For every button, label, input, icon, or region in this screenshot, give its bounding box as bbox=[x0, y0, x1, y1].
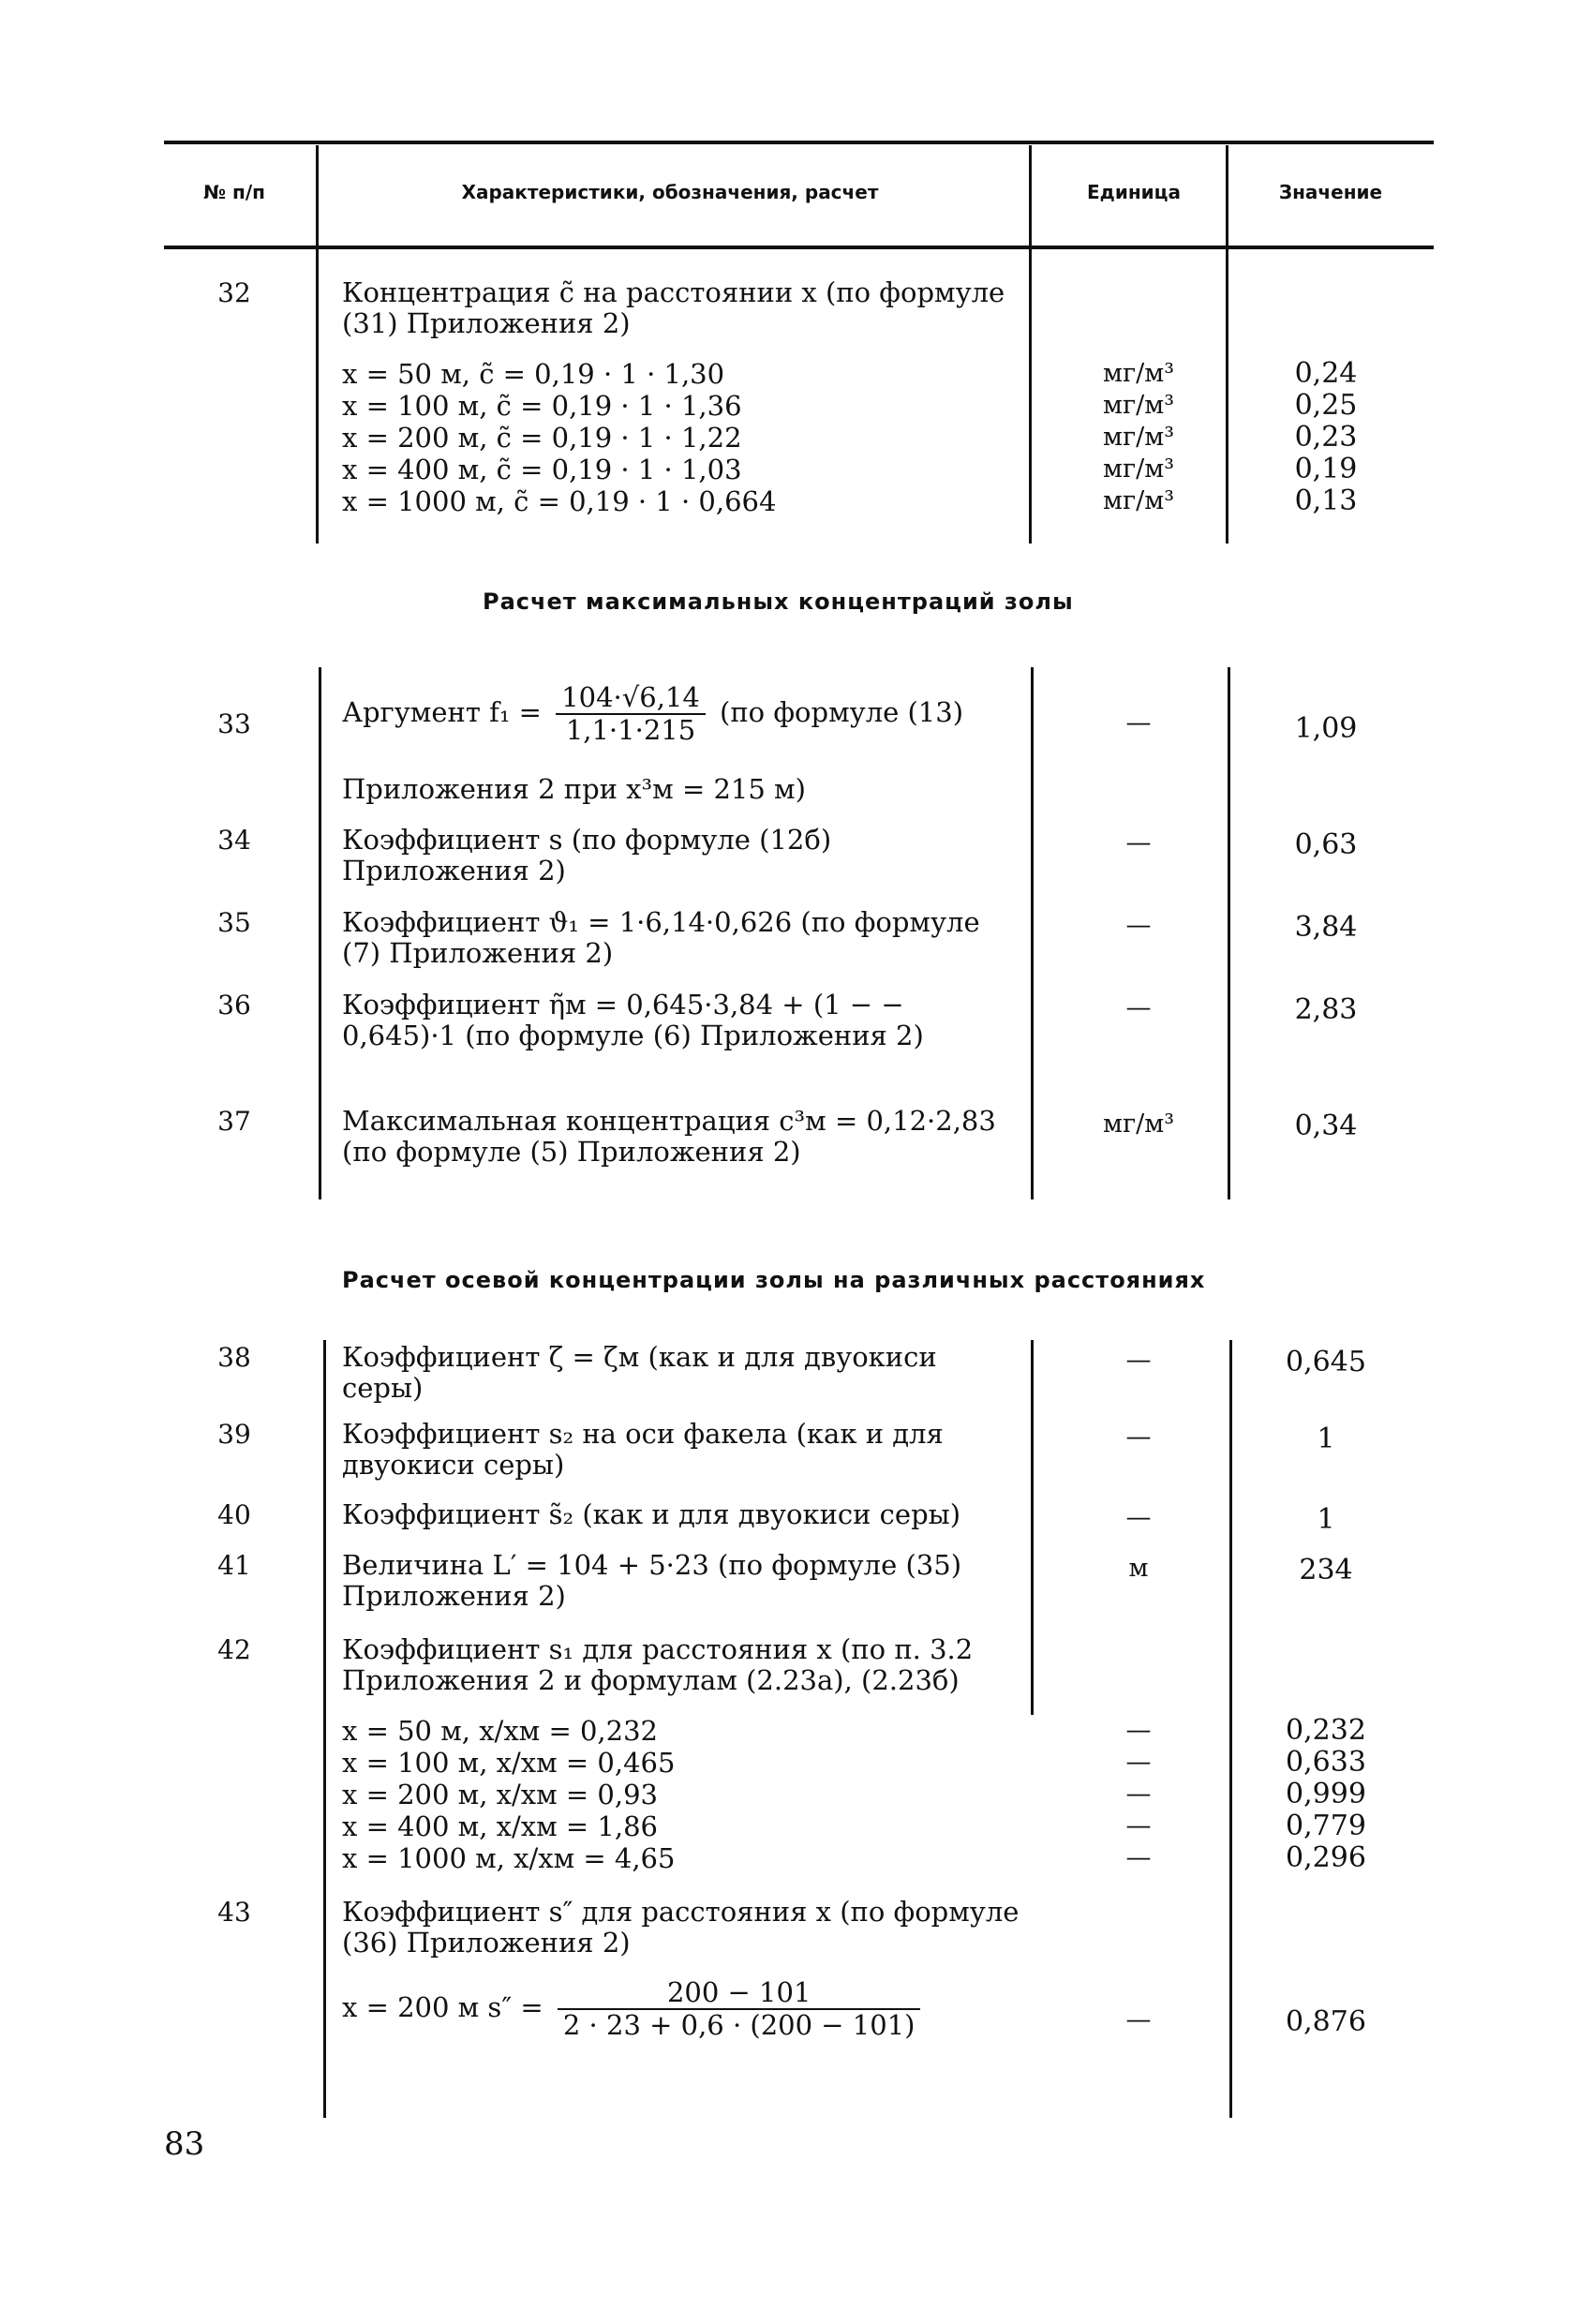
header-unit: Единица bbox=[1087, 181, 1181, 203]
col-divider-2 bbox=[1031, 667, 1034, 1199]
section-title-max-concentration: Расчет максимальных концентраций золы bbox=[483, 588, 1074, 615]
row-32-text: Концентрация c̃ на расстоянии x (по формуле (31) Приложения 2) bbox=[342, 276, 1005, 339]
row-32-values bbox=[1246, 358, 1406, 517]
row-41-unit: м bbox=[1128, 1554, 1149, 1583]
header-desc: Характеристики, обозначения, расчет bbox=[461, 181, 879, 203]
row-33-tail: (по формуле (13) bbox=[720, 696, 964, 728]
page-number: 83 bbox=[164, 2125, 205, 2163]
row-38-num: 38 bbox=[217, 1342, 251, 1373]
row-43-num: 43 bbox=[217, 1897, 251, 1928]
row-32-calc: x = 50 м, c̃ = 0,19 · 1 · 1,30 bbox=[342, 358, 725, 390]
row-32-num: 32 bbox=[217, 277, 251, 308]
row-34-value: 0,63 bbox=[1294, 828, 1358, 861]
row-42-values bbox=[1246, 1715, 1406, 1874]
row-41-num: 41 bbox=[217, 1550, 251, 1581]
row-42-unit: — bbox=[1125, 1716, 1152, 1745]
row-38-unit: — bbox=[1125, 1346, 1152, 1375]
row-40-num: 40 bbox=[217, 1499, 251, 1530]
row-33-value: 1,09 bbox=[1294, 712, 1358, 745]
row-33-unit: — bbox=[1125, 708, 1152, 737]
row-40-text: Коэффициент s̃₂ (как и для двуокиси серы) bbox=[342, 1498, 961, 1530]
row-37-unit: мг/м³ bbox=[1102, 1110, 1175, 1139]
row-41-text: Величина L′ = 104 + 5·23 (по формуле (35) Приложения 2) bbox=[342, 1549, 962, 1612]
row-36-text: Коэффициент η̃м = 0,645·3,84 + (1 − − 0,645)·1 (по формуле (6) Приложения 2) bbox=[342, 989, 924, 1051]
col-divider-2 bbox=[1031, 1340, 1034, 1715]
row-32-calc: x = 1000 м, c̃ = 0,19 · 1 · 0,664 bbox=[342, 485, 777, 517]
row-34-unit: — bbox=[1125, 828, 1152, 857]
row-42-value: 0,296 bbox=[1286, 1841, 1366, 1874]
row-42-calc-list bbox=[342, 1715, 1026, 1874]
col-divider-2 bbox=[1029, 145, 1032, 544]
row-42-unit: — bbox=[1125, 1843, 1152, 1872]
row-42-calc: x = 50 м, x/xм = 0,232 bbox=[342, 1715, 658, 1747]
row-33-num: 33 bbox=[217, 708, 251, 739]
row-32-calc: x = 200 м, c̃ = 0,19 · 1 · 1,22 bbox=[342, 422, 742, 454]
header-num: № п/п bbox=[203, 181, 265, 203]
row-36-num: 36 bbox=[217, 990, 251, 1020]
row-34-text: Коэффициент s (по формуле (12б) Приложения 2) bbox=[342, 824, 832, 886]
row-42-text: Коэффициент s₁ для расстояния x (по п. 3.2 Приложения 2 и формулам (2.23а), (2.23б) bbox=[342, 1633, 974, 1696]
row-42-unit: — bbox=[1125, 1811, 1152, 1840]
col-divider-1 bbox=[323, 1340, 326, 2118]
row-32-value: 0,25 bbox=[1294, 389, 1358, 422]
section-title-axial-concentration: Расчет осевой концентрации золы на различных расстояниях bbox=[342, 1267, 1206, 1293]
row-33-formula bbox=[342, 682, 1035, 746]
row-42-units bbox=[1045, 1715, 1232, 1874]
row-32-calc-list bbox=[342, 358, 1026, 517]
row-43-value: 0,876 bbox=[1286, 2005, 1366, 2038]
row-32-unit: мг/м³ bbox=[1102, 359, 1175, 388]
row-32-unit: мг/м³ bbox=[1102, 486, 1175, 515]
row-35-text: Коэффициент ϑ₁ = 1·6,14·0,626 (по формуле (7) Приложения 2) bbox=[342, 906, 980, 969]
row-34-num: 34 bbox=[217, 825, 251, 856]
row-42-unit: — bbox=[1125, 1780, 1152, 1809]
row-38-value: 0,645 bbox=[1286, 1346, 1366, 1378]
row-32-value: 0,24 bbox=[1294, 357, 1358, 390]
row-33-line2: Приложения 2 при x³м = 215 м) bbox=[342, 773, 806, 805]
row-43-denominator: 2 · 23 + 0,6 · (200 − 101) bbox=[562, 2009, 916, 2041]
row-32-value: 0,23 bbox=[1294, 421, 1358, 454]
row-36-unit: — bbox=[1125, 993, 1152, 1022]
row-39-unit: — bbox=[1125, 1423, 1152, 1452]
row-32-calc: x = 100 м, c̃ = 0,19 · 1 · 1,36 bbox=[342, 390, 742, 422]
row-40-unit: — bbox=[1125, 1503, 1152, 1532]
row-32-units bbox=[1045, 358, 1232, 517]
row-35-num: 35 bbox=[217, 907, 251, 938]
row-33-fraction bbox=[556, 682, 706, 746]
col-divider-1 bbox=[316, 145, 319, 544]
row-41-value: 234 bbox=[1299, 1554, 1353, 1587]
row-32-calc: x = 400 м, c̃ = 0,19 · 1 · 1,03 bbox=[342, 454, 742, 485]
row-33-denominator: 1,1·1·215 bbox=[565, 714, 696, 746]
row-32-unit: мг/м³ bbox=[1102, 423, 1175, 452]
row-37-num: 37 bbox=[217, 1106, 251, 1137]
row-42-calc: x = 100 м, x/xм = 0,465 bbox=[342, 1747, 676, 1779]
row-43-label: x = 200 м s″ = bbox=[342, 1991, 543, 2023]
row-42-num: 42 bbox=[217, 1634, 251, 1665]
row-42-unit: — bbox=[1125, 1748, 1152, 1777]
row-43-numerator: 200 − 101 bbox=[558, 1977, 921, 2010]
row-39-value: 1 bbox=[1317, 1423, 1335, 1455]
row-40-value: 1 bbox=[1317, 1503, 1335, 1536]
row-43-unit: — bbox=[1125, 2005, 1152, 2034]
row-39-num: 39 bbox=[217, 1419, 251, 1450]
header-top-rule bbox=[164, 141, 1434, 144]
header-value: Значение bbox=[1278, 181, 1383, 203]
row-42-value: 0,232 bbox=[1286, 1714, 1366, 1747]
row-43-text: Коэффициент s″ для расстояния x (по формуле (36) Приложения 2) bbox=[342, 1896, 1020, 1959]
row-42-value: 0,779 bbox=[1286, 1810, 1366, 1842]
row-38-text: Коэффициент ζ = ζм (как и для двуокиси серы) bbox=[342, 1341, 937, 1404]
row-42-value: 0,999 bbox=[1286, 1778, 1366, 1810]
header-bottom-rule bbox=[164, 246, 1434, 249]
row-35-unit: — bbox=[1125, 911, 1152, 940]
row-39-text: Коэффициент s₂ на оси факела (как и для двуокиси серы) bbox=[342, 1418, 944, 1481]
row-33-label: Аргумент f₁ = bbox=[342, 696, 542, 728]
row-42-calc: x = 200 м, x/xм = 0,93 bbox=[342, 1779, 658, 1810]
row-35-value: 3,84 bbox=[1294, 911, 1358, 944]
row-36-value: 2,83 bbox=[1294, 993, 1358, 1026]
row-43-formula bbox=[342, 1977, 1026, 2041]
row-33-numerator: 104·√6,14 bbox=[556, 682, 706, 715]
row-42-calc: x = 400 м, x/xм = 1,86 bbox=[342, 1810, 658, 1842]
col-divider-1 bbox=[319, 667, 321, 1199]
row-42-value: 0,633 bbox=[1286, 1746, 1366, 1779]
row-42-calc: x = 1000 м, x/xм = 4,65 bbox=[342, 1842, 676, 1874]
row-32-unit: мг/м³ bbox=[1102, 454, 1175, 484]
row-37-value: 0,34 bbox=[1294, 1110, 1358, 1142]
row-37-text: Максимальная концентрация c³м = 0,12·2,83 (по формуле (5) Приложения 2) bbox=[342, 1105, 996, 1168]
row-32-value: 0,19 bbox=[1294, 453, 1358, 485]
row-43-fraction bbox=[558, 1977, 921, 2041]
row-32-value: 0,13 bbox=[1294, 484, 1358, 517]
row-32-unit: мг/м³ bbox=[1102, 391, 1175, 420]
